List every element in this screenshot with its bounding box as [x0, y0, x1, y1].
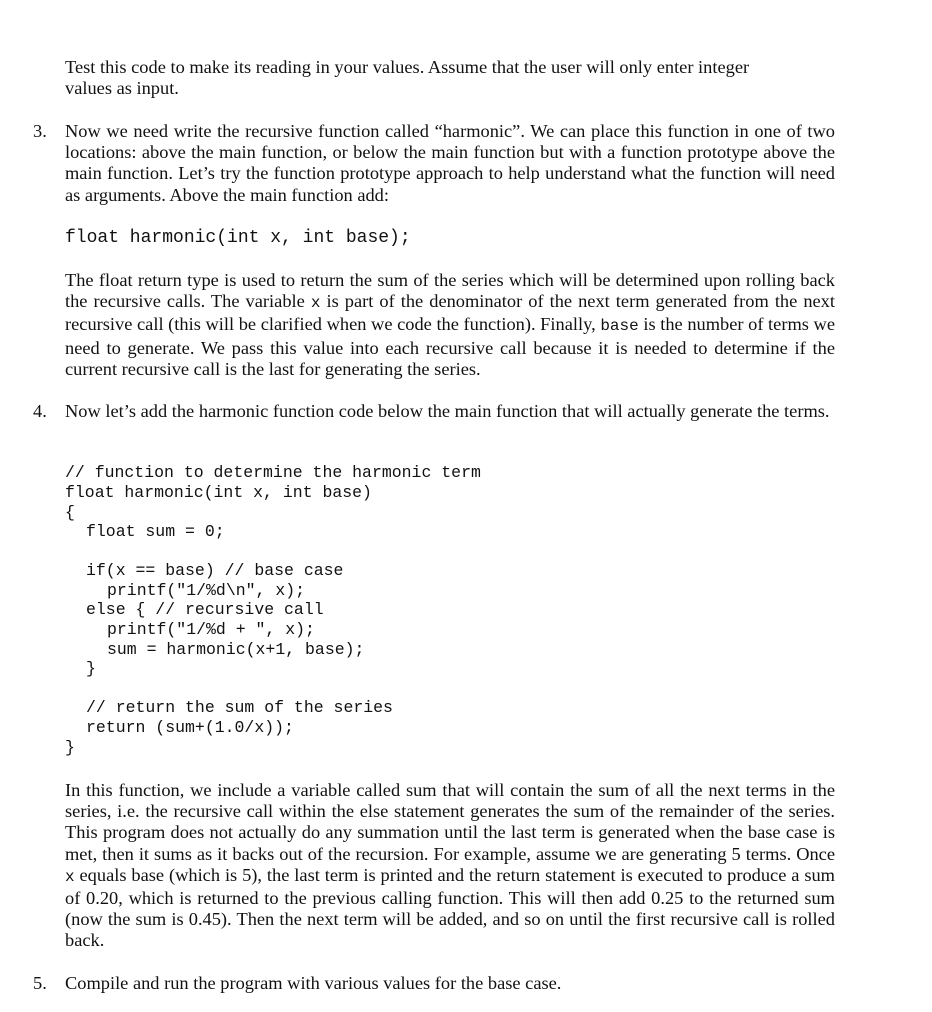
- step-3-text: Now we need write the recursive function called “harmonic”. We can place this function in one of two locations: above the main function, or below the main function but with a function prototype above the main function. Let’s try the function prototype approach to help understand what the function will need as arguments. Above the main function add:: [65, 121, 835, 205]
- step-4-number: 4.: [33, 401, 47, 421]
- explain-text-3: is the number of terms we need to generate. We pass this value into each recursive call because it is needed to determine if the current recursive call is the last for generating the series.: [65, 314, 835, 379]
- explain-text-2: equals base (which is 5), the last term is printed and the return statement is executed to produce a sum of 0.20, which is returned to the previous calling function. This will then add 0.25 to the returned sum (now the sum is 0.45). Then the next term will be added, and so on until the first recursive call is rolled back.: [65, 864, 835, 951]
- code-line: // function to determine the harmonic term: [65, 463, 481, 482]
- function-prototype: float harmonic(int x, int base);: [65, 228, 411, 248]
- step-4-text: Now let’s add the harmonic function code below the main function that will actually generate the terms.: [65, 401, 830, 421]
- step-3-number: 3.: [33, 121, 47, 141]
- intro-paragraph: [65, 57, 835, 99]
- code-line: else { // recursive call: [86, 600, 324, 619]
- explain-text-1: In this function, we include a variable called sum that will contain the sum of all the next terms in the series, i.e. the recursive call within the else statement generates the sum of the remainder of the series. This program does not actually do any summation until the last term is generated when the base case is met, then it sums as it backs out of the recursion. For example, assume we are generating 5 terms. Once: [65, 780, 835, 864]
- step-3-explanation: [65, 270, 835, 380]
- code-line: printf("1/%d + ", x);: [107, 620, 315, 639]
- code-line: printf("1/%d\n", x);: [107, 581, 306, 600]
- var-x: x: [310, 294, 321, 313]
- explain-text-2: is part of the denominator of the next term generated from the next recursive call (this will be clarified when we code the function). Finally,: [65, 291, 835, 335]
- code-line: return (sum+(1.0/x));: [86, 718, 294, 737]
- explain-text-1: The float return type is used to return the sum of the series which will be determined upon rolling back the recursive calls. The variable: [65, 270, 835, 312]
- code-line: }: [86, 659, 96, 678]
- step-5-text: Compile and run the program with various values for the base case.: [65, 973, 562, 993]
- code-line: }: [65, 738, 75, 757]
- intro-line-1: Test this code to make its reading in your values. Assume that the user will only enter integer: [65, 57, 750, 77]
- intro-line-2: values as input.: [65, 78, 179, 99]
- code-line: if(x == base) // base case: [86, 561, 344, 580]
- code-line: // return the sum of the series: [86, 698, 393, 717]
- step-4-explanation: [65, 780, 835, 952]
- code-line: float sum = 0;: [86, 522, 225, 541]
- code-line: sum = harmonic(x+1, base);: [107, 640, 365, 659]
- code-line: {: [65, 503, 75, 522]
- var-x: x: [65, 867, 75, 886]
- code-line: float harmonic(int x, int base): [65, 483, 372, 502]
- step-5-number: 5.: [33, 973, 47, 993]
- var-base: base: [600, 317, 639, 336]
